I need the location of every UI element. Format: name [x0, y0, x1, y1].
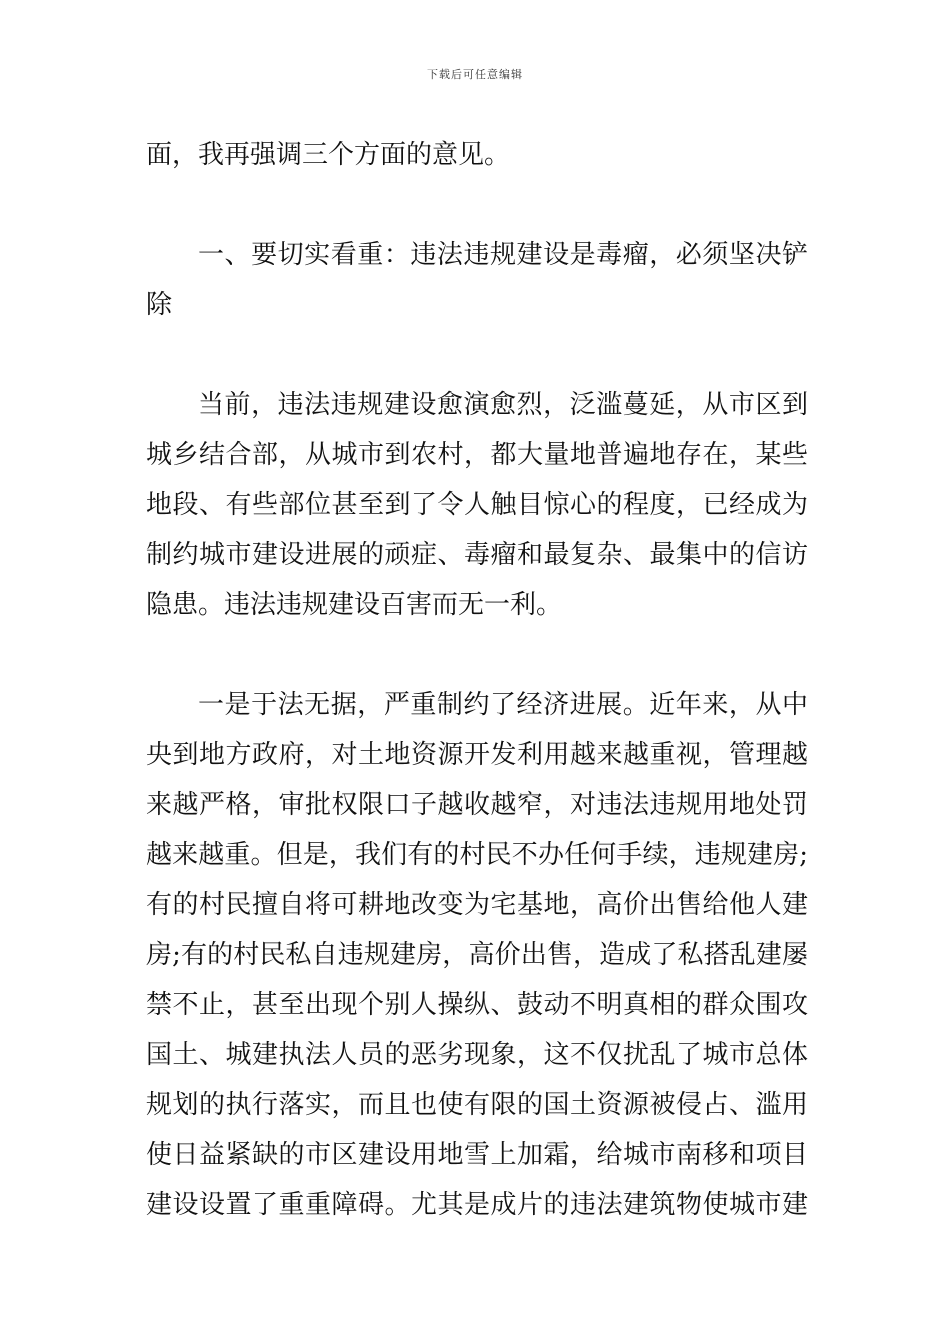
- paragraph-gap: [146, 330, 808, 380]
- text-line: 国土、城建执法人员的恶劣现象，这不仅扰乱了城市总体: [146, 1040, 808, 1070]
- paragraph: [146, 680, 808, 1230]
- text-line: 城乡结合部，从城市到农村，都大量地普遍地存在，某些: [146, 440, 808, 470]
- text-line: 房;有的村民私自违规建房，高价出售，造成了私搭乱建屡: [146, 940, 808, 970]
- text-line: 一是于法无据，严重制约了经济进展。近年来，从中: [198, 690, 808, 720]
- text-line: 有的村民擅自将可耕地改变为宅基地，高价出售给他人建: [146, 890, 808, 920]
- text-line: 建设设置了重重障碍。尤其是成片的违法建筑物使城市建: [146, 1190, 808, 1220]
- text-line: 制约城市建设进展的顽症、毒瘤和最复杂、最集中的信访: [146, 540, 808, 570]
- document-body: [146, 130, 808, 1230]
- text-line: 央到地方政府，对土地资源开发利用越来越重视，管理越: [146, 740, 808, 770]
- text-line: 地段、有些部位甚至到了令人触目惊心的程度，已经成为: [146, 490, 808, 520]
- text-line: 当前，违法违规建设愈演愈烈，泛滥蔓延，从市区到: [198, 390, 808, 420]
- paragraph: [146, 380, 808, 630]
- text-line: 隐患。违法违规建设百害而无一利。: [146, 590, 563, 620]
- paragraph-gap: [146, 180, 808, 230]
- paragraph-gap: [146, 630, 808, 680]
- text-line: 禁不止，甚至出现个别人操纵、鼓动不明真相的群众围攻: [146, 990, 808, 1020]
- page-header-note: 下载后可任意编辑: [427, 68, 523, 81]
- paragraph: [146, 130, 808, 180]
- text-line: 面，我再强调三个方面的意见。: [146, 140, 511, 170]
- text-line: 一、要切实看重：违法违规建设是毒瘤，必须坚决铲: [198, 240, 808, 270]
- text-line: 规划的执行落实，而且也使有限的国土资源被侵占、滥用: [146, 1090, 808, 1120]
- text-line: 除: [146, 290, 173, 320]
- section-heading: [146, 230, 808, 330]
- text-line: 使日益紧缺的市区建设用地雪上加霜，给城市南移和项目: [146, 1140, 808, 1170]
- text-line: 越来越重。但是，我们有的村民不办任何手续，违规建房;: [146, 840, 808, 870]
- text-line: 来越严格，审批权限口子越收越窄，对违法违规用地处罚: [146, 790, 808, 820]
